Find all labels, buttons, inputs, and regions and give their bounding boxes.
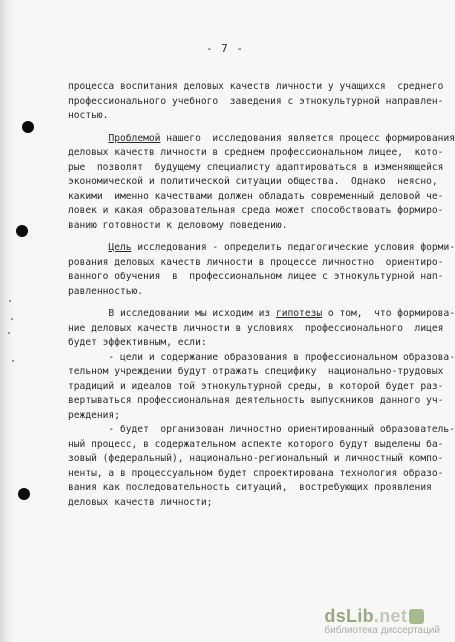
paragraph-gap (68, 299, 424, 307)
text-line: - цели и содержание образования в профессиональном образова- (68, 351, 455, 363)
text-line: деловых качеств личности в среднем профессиональном лицее, кото- (68, 147, 444, 158)
punch-hole-middle (16, 225, 28, 237)
body-text (68, 80, 455, 510)
text-line: ностью. (68, 110, 109, 121)
text-line: ние деловых качеств личности в условиях профессионального лицея (68, 322, 444, 334)
text-line: ловек и какая образовательная среда может способствовать формиро- (68, 205, 444, 216)
text-line: ненты, а в процессуальном будет спроектирована технология образо- (68, 467, 444, 479)
text-line: равленностью. (68, 285, 144, 297)
paragraph-gap (68, 233, 424, 241)
scan-speck (11, 318, 13, 320)
page-number: - 7 - (205, 42, 245, 55)
text-line: рования деловых качеств личности в процессе личностно ориентиро- (68, 256, 444, 268)
text-line: зовый (федеральный), национально-региональный и личностный компо- (68, 453, 444, 464)
text-line: рые позволят будущему специалисту адаптироваться в изменяющейся (68, 161, 444, 173)
text-line: процесса воспитания деловых качеств личности у учащихся среднего (68, 81, 444, 92)
text-line: деловых качеств личности; (68, 496, 213, 508)
text-line: традиций и идеалов той этнокультурной среды, в которой будет раз- (68, 380, 444, 392)
watermark-subtitle: библиотека диссертаций (324, 625, 440, 636)
dslib-watermark (324, 606, 440, 636)
watermark-badge-icon (409, 609, 424, 624)
text-line: будет эффективным, если: (68, 337, 207, 348)
text-line: профессионального учебного заведения с этнокультурной направлен- (68, 95, 444, 107)
paragraph-gap (68, 124, 424, 132)
watermark-logo (324, 606, 440, 627)
text-line: реждения; (68, 409, 120, 421)
text-line: ный процесс, в содержательном аспекте которого будут выделены ба- (68, 438, 444, 450)
text-line: ванного обучения в профессиональном лицее с этнокультурной нап- (68, 271, 444, 282)
text-line: вания как последовательность ситуаций, востребующих проявления (68, 482, 432, 493)
text-line: Цель исследования - определить педагогические условия форми- (108, 242, 455, 253)
text-line: тельном учреждении будут отражать специфику национально-трудовых (68, 366, 444, 377)
text-line: вертываться профессиональная деятельность выпускников данного уч- (68, 395, 444, 406)
underlined-term: гипотезы (275, 308, 323, 319)
text-line: какими именно качествами должен обладать современный деловой че- (68, 190, 444, 202)
punch-hole-top (22, 121, 34, 133)
scan-speck (9, 300, 11, 302)
scan-speck (12, 360, 14, 362)
underlined-term: Проблемой (108, 132, 161, 144)
text-line: Проблемой нашего исследования является процесс формирования (108, 132, 455, 144)
text-line: - будет организован личностно ориентированный образователь- (68, 424, 455, 435)
underlined-term: Цель (108, 242, 132, 253)
scan-shadow-edge (0, 0, 14, 642)
text-line: В исследовании мы исходим из гипотезы о том, что формирова- (68, 308, 455, 319)
watermark-brand: dsLib (324, 606, 374, 626)
text-line: экономической и политической ситуации общества. Однако неясно, (68, 176, 438, 187)
punch-hole-bottom (18, 488, 30, 500)
watermark-tld: .net (373, 606, 408, 626)
scan-speck (8, 332, 10, 334)
text-line: ванию готовности к деловому поведению. (68, 219, 288, 231)
